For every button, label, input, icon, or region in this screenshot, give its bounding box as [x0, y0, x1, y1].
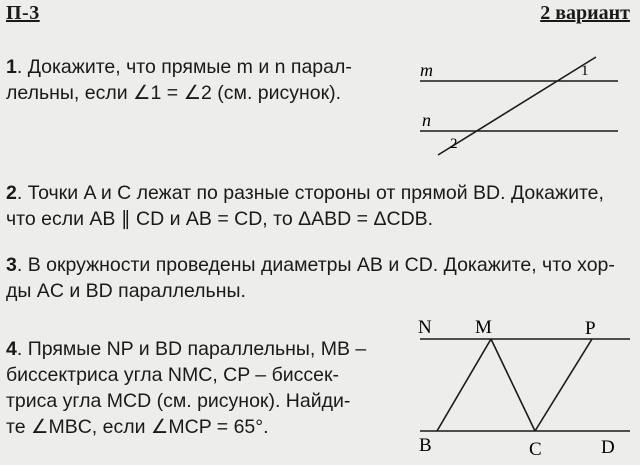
label-D: D — [601, 437, 615, 458]
task-3-line-2: ды AC и BD параллельны. — [6, 280, 246, 302]
transversal-line — [438, 57, 596, 155]
label-m: m — [420, 60, 433, 80]
task-1 — [6, 54, 376, 106]
header-variant-title: 2 вариант — [540, 2, 630, 24]
task-1-number: 1 — [6, 56, 17, 78]
task-4 — [6, 336, 366, 440]
task-2 — [6, 180, 630, 232]
label-angle-1: 1 — [581, 63, 589, 79]
segment-MC — [491, 339, 535, 431]
task-4-line-2: биссектриса угла NMC, CP – биссек- — [6, 364, 340, 386]
task-1-line-1 — [6, 54, 376, 80]
label-angle-2: 2 — [450, 136, 458, 152]
task-4-line-4: те ∠MBC, если ∠MCP = 65°. — [6, 416, 269, 438]
task-3 — [6, 252, 630, 304]
task-2-line-2: что если AB ∥ CD и AB = CD, то ΔABD = ΔCDB. — [6, 208, 434, 230]
segment-CP — [535, 339, 592, 431]
label-M: M — [475, 317, 492, 338]
segment-MB — [437, 339, 491, 431]
task-4-number: 4 — [6, 338, 17, 360]
task-4-line-3: триса угла MCD (см. рисунок). Найди- — [6, 390, 351, 412]
header-variant-code: П-3 — [6, 2, 40, 24]
task-2-line-1 — [6, 180, 630, 206]
label-N: N — [418, 317, 432, 338]
label-B: B — [419, 435, 432, 456]
task-1-line-2: лельны, если ∠1 = ∠2 (см. рисунок). — [6, 82, 342, 104]
figure-parallel-lines-transversal — [418, 55, 628, 160]
task-3-number: 3 — [6, 254, 17, 276]
task-3-text-1: . В окружности проведены диаметры AB и CD. Докажите, что хор- — [16, 254, 615, 276]
label-n: n — [422, 110, 431, 130]
task-1-text-1: . Докажите, что прямые m и n парал- — [16, 56, 352, 78]
task-4-line-1 — [6, 336, 366, 362]
figure-trapezoid-bisectors — [415, 313, 635, 463]
task-3-line-1 — [6, 252, 630, 278]
task-4-text-1: . Прямые NP и BD параллельны, MB – — [16, 338, 367, 360]
label-P: P — [585, 318, 596, 339]
label-C: C — [529, 439, 542, 460]
task-2-number: 2 — [6, 182, 17, 204]
task-2-text-1: . Точки A и C лежат по разные стороны от прямой BD. Докажите, — [16, 182, 604, 204]
